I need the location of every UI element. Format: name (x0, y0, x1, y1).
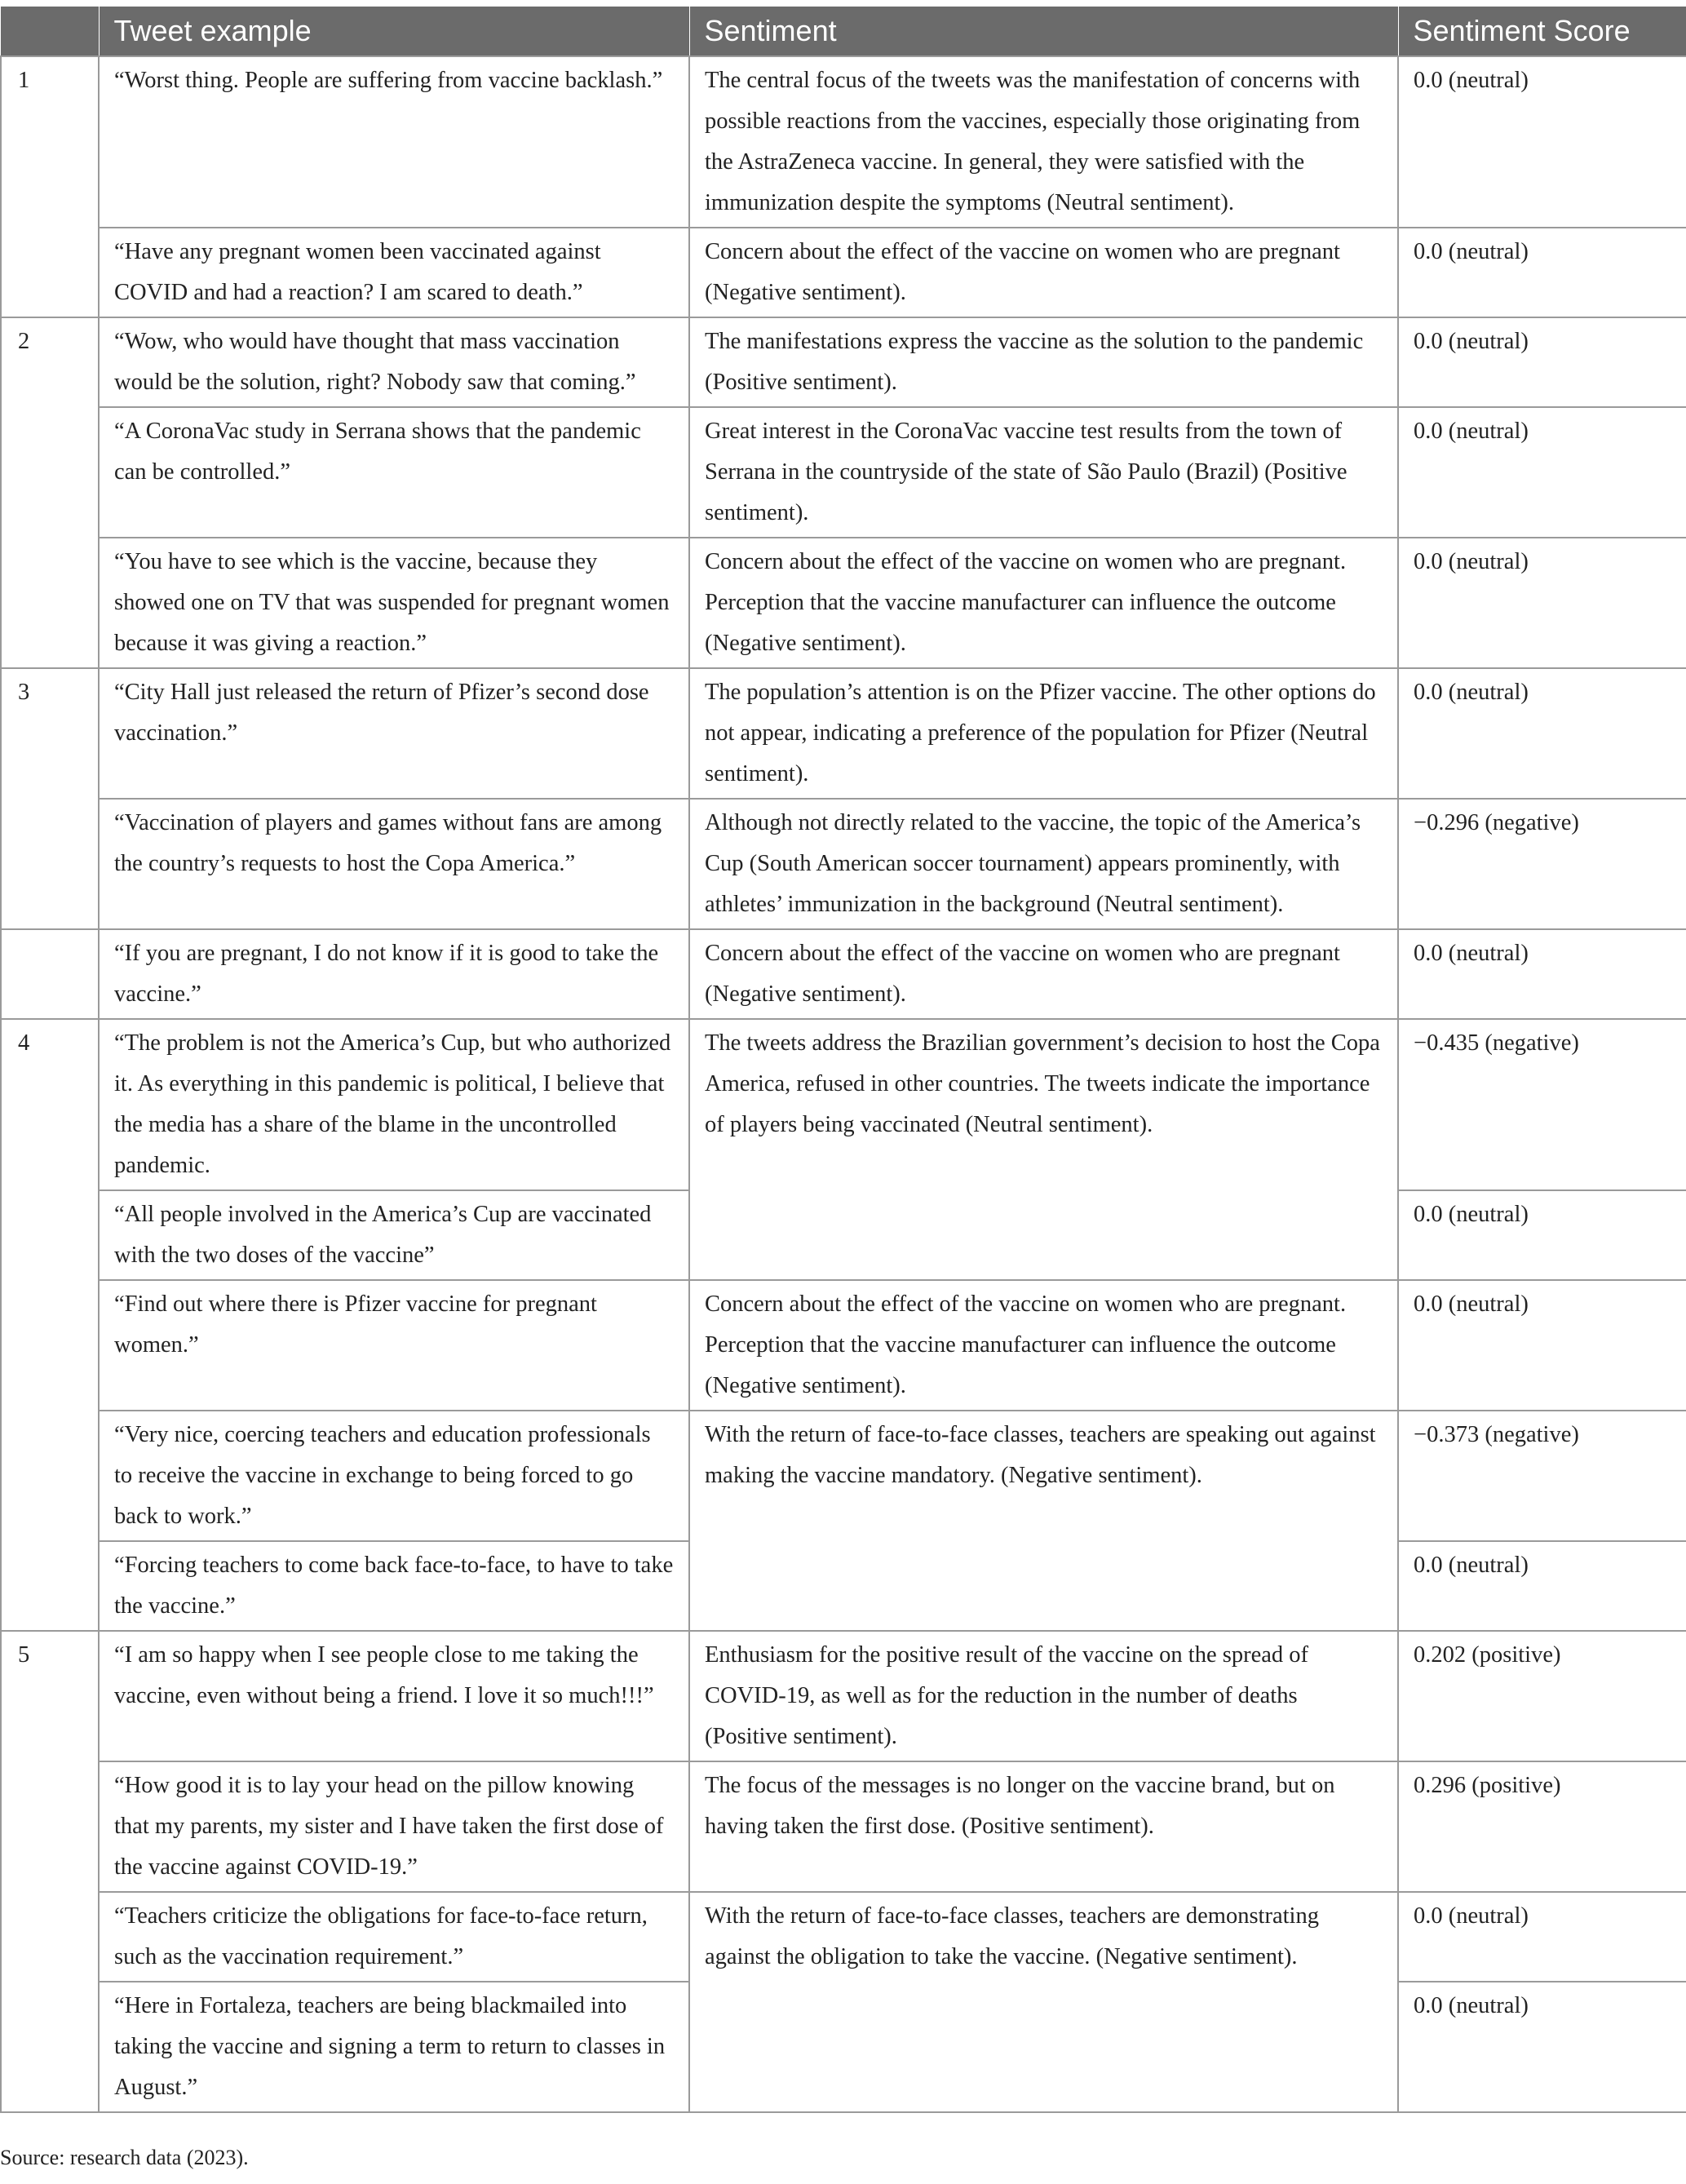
sentiment-cell: The focus of the messages is no longer on the vaccine brand, but on having taken the first dose. (Positive sentiment). (689, 1761, 1398, 1892)
sentiment-cell: The population’s attention is on the Pfizer vaccine. The other options do not appear, indicating a preference of the population for Pfizer (Neutral sentiment). (689, 668, 1398, 799)
score-cell: 0.0 (neutral) (1398, 1892, 1686, 1982)
tweet-cell: “A CoronaVac study in Serrana shows that the pandemic can be controlled.” (99, 407, 689, 538)
sentiment-cell: The manifestations express the vaccine as the solution to the pandemic (Positive sentiment). (689, 317, 1398, 407)
table-row (1, 668, 1686, 799)
sentiment-cell: Concern about the effect of the vaccine on women who are pregnant (Negative sentiment). (689, 929, 1398, 1019)
tweet-cell: “Teachers criticize the obligations for face-to-face return, such as the vaccination requirement.” (99, 1892, 689, 1982)
score-cell: 0.296 (positive) (1398, 1761, 1686, 1892)
tweet-cell: “Worst thing. People are suffering from vaccine backlash.” (99, 56, 689, 228)
table-row (1, 56, 1686, 228)
score-cell: 0.0 (neutral) (1398, 317, 1686, 407)
score-cell: 0.0 (neutral) (1398, 1280, 1686, 1411)
table-row (1, 228, 1686, 317)
score-cell: 0.0 (neutral) (1398, 929, 1686, 1019)
sentiment-cell: Although not directly related to the vaccine, the topic of the America’s Cup (South American soccer tournament) appears prominently, with athletes’ immunization in the background (Neutral sentiment). (689, 799, 1398, 929)
tweet-cell: “City Hall just released the return of Pfizer’s second dose vaccination.” (99, 668, 689, 799)
tweet-cell: “Very nice, coercing teachers and education professionals to receive the vaccine in exchange to being forced to go back to work.” (99, 1411, 689, 1541)
tweet-cell: “Forcing teachers to come back face-to-face, to have to take the vaccine.” (99, 1541, 689, 1631)
table-row (1, 1631, 1686, 1761)
tweet-cell: “Have any pregnant women been vaccinated against COVID and had a reaction? I am scared to death.” (99, 228, 689, 317)
header-sentiment: Sentiment (689, 7, 1398, 56)
tweet-cell: “Here in Fortaleza, teachers are being blackmailed into taking the vaccine and signing a term to return to classes in August.” (99, 1982, 689, 2112)
table-row (1, 799, 1686, 929)
topic-number: 2 (1, 317, 99, 668)
topic-number: 3 (1, 668, 99, 929)
sentiment-cell: The tweets address the Brazilian government’s decision to host the Copa America, refused in other countries. The tweets indicate the importance of players being vaccinated (Neutral sentiment). (689, 1019, 1398, 1280)
header-number (1, 7, 99, 56)
table-row (1, 1280, 1686, 1411)
sentiment-cell: Concern about the effect of the vaccine on women who are pregnant (Negative sentiment). (689, 228, 1398, 317)
sentiment-cell: Concern about the effect of the vaccine on women who are pregnant. Perception that the vaccine manufacturer can influence the outcome (Negative sentiment). (689, 538, 1398, 668)
table-row (1, 317, 1686, 407)
topic-number (1, 929, 99, 1019)
source-note: Source: research data (2023). (0, 2146, 249, 2169)
tweet-cell: “How good it is to lay your head on the pillow knowing that my parents, my sister and I have taken the first dose of the vaccine against COVID-19.” (99, 1761, 689, 1892)
score-cell: −0.296 (negative) (1398, 799, 1686, 929)
tweet-cell: “Wow, who would have thought that mass vaccination would be the solution, right? Nobody saw that coming.” (99, 317, 689, 407)
sentiment-cell: With the return of face-to-face classes, teachers are speaking out against making the vaccine mandatory. (Negative sentiment). (689, 1411, 1398, 1631)
topic-number: 4 (1, 1019, 99, 1631)
score-cell: 0.0 (neutral) (1398, 668, 1686, 799)
score-cell: −0.435 (negative) (1398, 1019, 1686, 1190)
table-row (1, 1892, 1686, 1982)
table-header-row (1, 7, 1686, 56)
table-row (1, 1019, 1686, 1190)
tweet-cell: “You have to see which is the vaccine, because they showed one on TV that was suspended for pregnant women because it was giving a reaction.” (99, 538, 689, 668)
table-row (1, 407, 1686, 538)
table-row (1, 1761, 1686, 1892)
score-cell: 0.0 (neutral) (1398, 1190, 1686, 1280)
score-cell: 0.0 (neutral) (1398, 56, 1686, 228)
table-row (1, 1411, 1686, 1541)
header-sentiment-score: Sentiment Score (1398, 7, 1686, 56)
sentiment-cell: Concern about the effect of the vaccine on women who are pregnant. Perception that the vaccine manufacturer can influence the outcome (Negative sentiment). (689, 1280, 1398, 1411)
tweet-cell: “All people involved in the America’s Cup are vaccinated with the two doses of the vaccine” (99, 1190, 689, 1280)
tweet-cell: “I am so happy when I see people close to me taking the vaccine, even without being a friend. I love it so much!!!” (99, 1631, 689, 1761)
topic-number: 1 (1, 56, 99, 317)
tweet-cell: “The problem is not the America’s Cup, but who authorized it. As everything in this pandemic is political, I believe that the media has a share of the blame in the uncontrolled pandemic. (99, 1019, 689, 1190)
score-cell: 0.0 (neutral) (1398, 407, 1686, 538)
tweet-cell: “Vaccination of players and games without fans are among the country’s requests to host the Copa America.” (99, 799, 689, 929)
table-row (1, 538, 1686, 668)
score-cell: 0.0 (neutral) (1398, 1541, 1686, 1631)
sentiment-cell: The central focus of the tweets was the manifestation of concerns with possible reactions from the vaccines, especially those originating from the AstraZeneca vaccine. In general, they were satisfied with the immunization despite the symptoms (Neutral sentiment). (689, 56, 1398, 228)
sentiment-table (0, 7, 1686, 2113)
header-tweet-example: Tweet example (99, 7, 689, 56)
score-cell: 0.0 (neutral) (1398, 1982, 1686, 2112)
tweet-cell: “If you are pregnant, I do not know if it is good to take the vaccine.” (99, 929, 689, 1019)
score-cell: 0.0 (neutral) (1398, 228, 1686, 317)
score-cell: −0.373 (negative) (1398, 1411, 1686, 1541)
sentiment-cell: With the return of face-to-face classes, teachers are demonstrating against the obligation to take the vaccine. (Negative sentiment). (689, 1892, 1398, 2112)
sentiment-cell: Great interest in the CoronaVac vaccine test results from the town of Serrana in the countryside of the state of São Paulo (Brazil) (Positive sentiment). (689, 407, 1398, 538)
topic-number: 5 (1, 1631, 99, 2112)
table-row (1, 929, 1686, 1019)
tweet-cell: “Find out where there is Pfizer vaccine for pregnant women.” (99, 1280, 689, 1411)
sentiment-cell: Enthusiasm for the positive result of the vaccine on the spread of COVID-19, as well as for the reduction in the number of deaths (Positive sentiment). (689, 1631, 1398, 1761)
score-cell: 0.202 (positive) (1398, 1631, 1686, 1761)
score-cell: 0.0 (neutral) (1398, 538, 1686, 668)
